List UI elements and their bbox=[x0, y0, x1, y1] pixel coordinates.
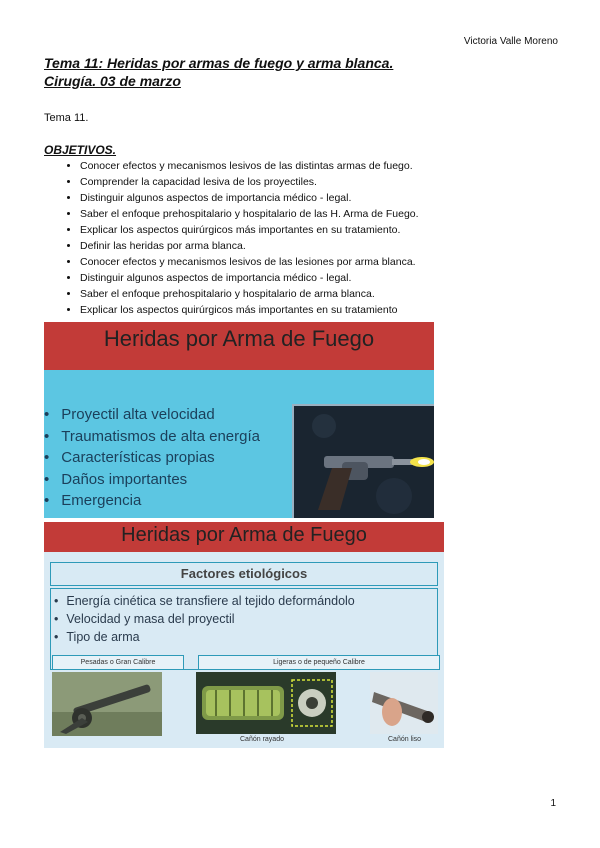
slide-bullet: • Traumatismos de alta energía bbox=[44, 426, 260, 448]
revolver-firing-icon bbox=[292, 404, 434, 518]
objective-item: • Distinguir algunos aspectos de importancia médico - legal. bbox=[80, 190, 560, 206]
objective-item: • Definir las heridas por arma blanca. bbox=[80, 238, 560, 254]
slide-photo-1 bbox=[44, 322, 434, 518]
objective-item: • Conocer efectos y mecanismos lesivos de las lesiones por arma blanca. bbox=[80, 254, 560, 270]
objective-item: • Comprender la capacidad lesiva de los proyectiles. bbox=[80, 174, 560, 190]
slide-bullet: • Velocidad y masa del proyectil bbox=[54, 610, 355, 628]
document-title bbox=[44, 54, 393, 90]
rifled-barrel-caption: Cañón rayado bbox=[240, 736, 284, 743]
rifled-barrel-icon bbox=[196, 672, 336, 734]
slide-bullet: • Proyectil alta velocidad bbox=[44, 404, 260, 426]
slide-bullet: • Tipo de arma bbox=[54, 628, 355, 646]
objective-item: • Saber el enfoque prehospitalario y hospitalario de arma blanca. bbox=[80, 286, 560, 302]
objectives-list bbox=[62, 158, 560, 318]
author-name: Victoria Valle Moreno bbox=[463, 36, 558, 47]
slide-subtitle: Factores etiológicos bbox=[50, 562, 438, 586]
slide-bullet-list bbox=[54, 592, 355, 646]
topic-label: Tema 11. bbox=[44, 112, 89, 124]
slide-photo-2 bbox=[44, 522, 444, 748]
page-number: 1 bbox=[550, 798, 556, 809]
title-line-2: Cirugía. 03 de marzo bbox=[44, 73, 181, 89]
objectives-heading: OBJETIVOS. bbox=[44, 143, 117, 157]
objective-item: • Explicar los aspectos quirúrgicos más importantes en su tratamiento. bbox=[80, 222, 560, 238]
slide-bullet: • Características propias bbox=[44, 447, 260, 469]
objective-item: • Saber el enfoque prehospitalario y hospitalario de las H. Arma de Fuego. bbox=[80, 206, 560, 222]
slide-bullet-list bbox=[44, 404, 260, 512]
artillery-cannon-icon bbox=[52, 672, 162, 736]
objective-item: • Conocer efectos y mecanismos lesivos de las distintas armas de fuego. bbox=[80, 158, 560, 174]
slide-title: Heridas por Arma de Fuego bbox=[103, 326, 375, 351]
slide-bullet: • Daños importantes bbox=[44, 469, 260, 491]
slide-bullet: • Emergencia bbox=[44, 490, 260, 512]
smooth-barrel-icon bbox=[370, 672, 438, 734]
slide-title: Heridas por Arma de Fuego bbox=[121, 524, 367, 546]
objective-item: • Distinguir algunos aspectos de importancia médico - legal. bbox=[80, 270, 560, 286]
heavy-caliber-label: Pesadas o Gran Calibre bbox=[52, 655, 184, 670]
title-line-1: Tema 11: Heridas por armas de fuego y arma blanca. bbox=[44, 55, 394, 71]
light-caliber-label: Ligeras o de pequeño Calibre bbox=[198, 655, 440, 670]
objective-item: • Explicar los aspectos quirúrgicos más importantes en su tratamiento bbox=[80, 302, 560, 318]
smooth-barrel-caption: Cañón liso bbox=[388, 736, 422, 743]
slide-bullet: • Energía cinética se transfiere al tejido deformándolo bbox=[54, 592, 355, 610]
